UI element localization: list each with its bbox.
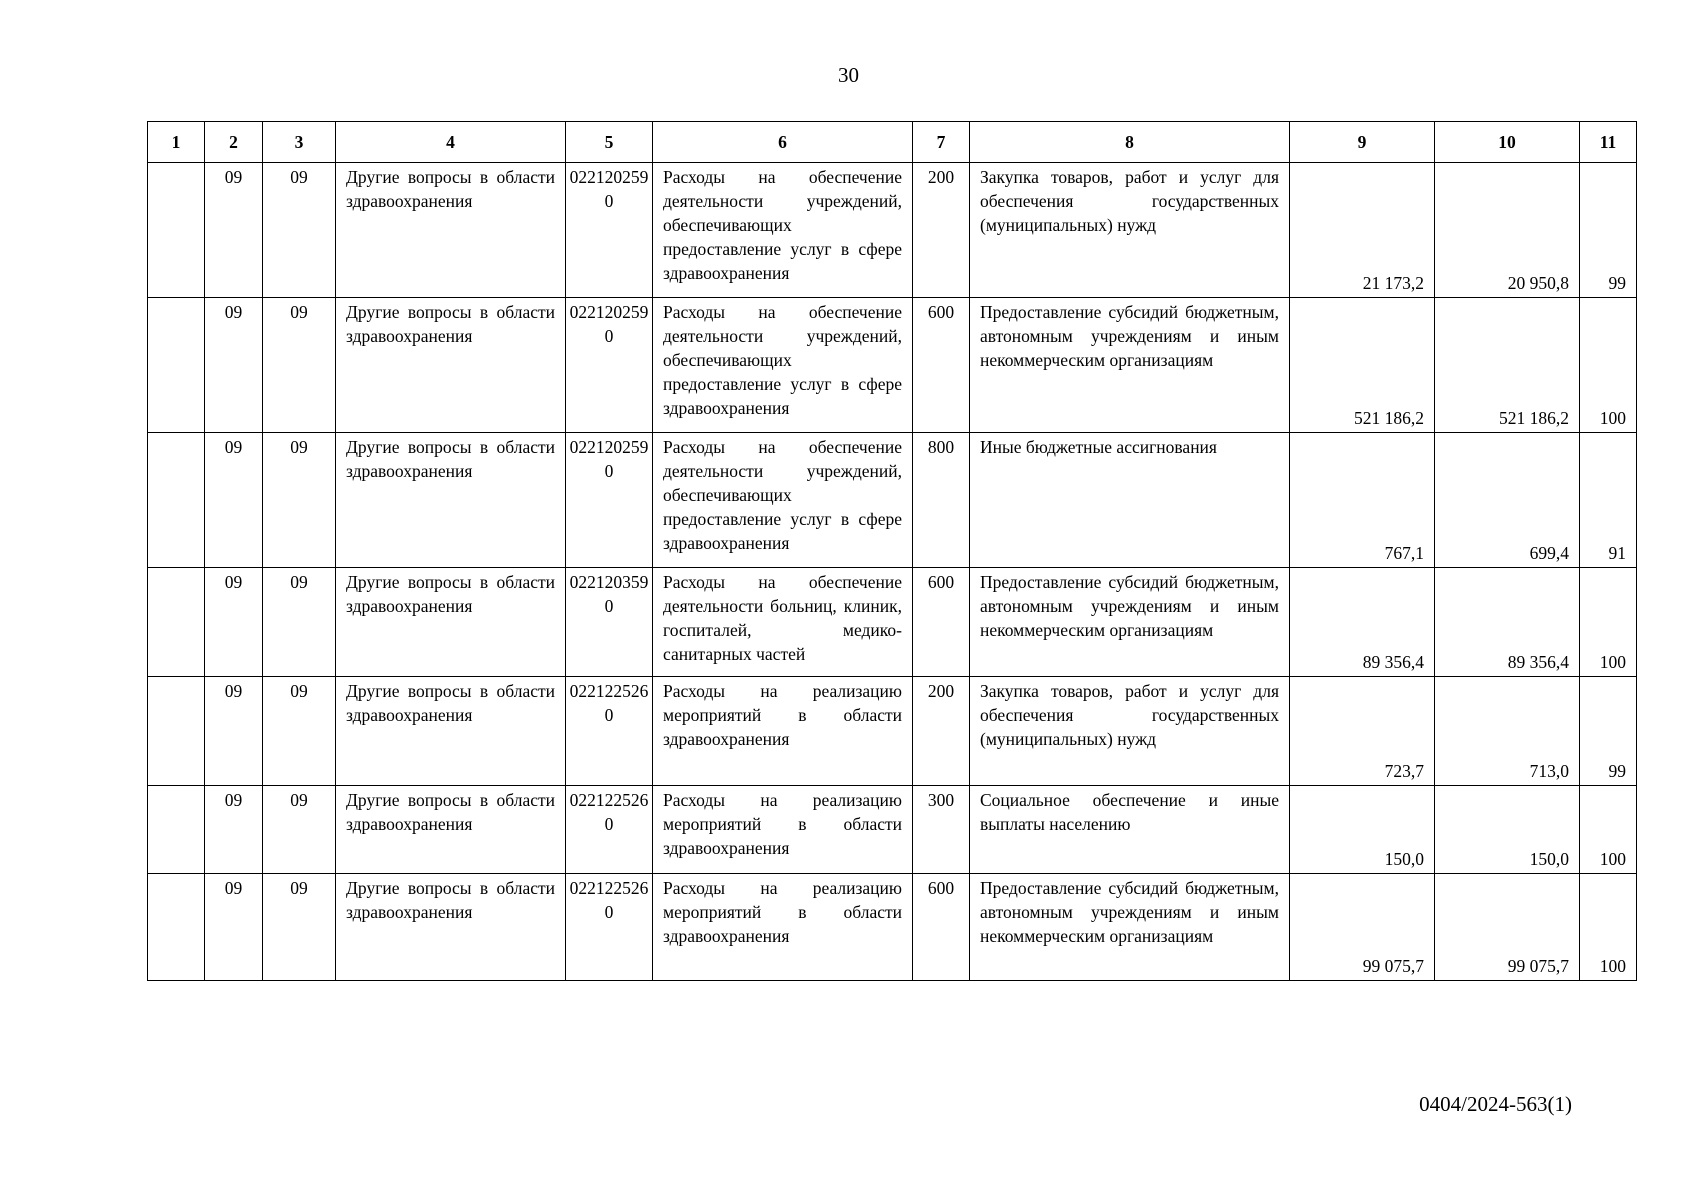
table-cell: 0221202590 [566, 163, 653, 298]
table-cell: Другие вопросы в области здравоохранения [336, 298, 566, 433]
table-cell: 100 [1580, 298, 1637, 433]
table-cell [148, 568, 205, 677]
table-cell: Закупка товаров, работ и услуг для обеспечения государственных (муниципальных) нужд [970, 163, 1290, 298]
table-cell: Предоставление субсидий бюджетным, автономным учреждениям и иным некоммерческим организациям [970, 874, 1290, 981]
table-cell [148, 786, 205, 874]
column-header: 5 [566, 122, 653, 163]
table-cell: 09 [263, 874, 336, 981]
table-row [148, 677, 1637, 786]
table-cell: 09 [205, 298, 263, 433]
document-id: 0404/2024-563(1) [1419, 1092, 1572, 1116]
column-header: 8 [970, 122, 1290, 163]
table-cell: 0221225260 [566, 677, 653, 786]
table-cell: 150,0 [1435, 786, 1580, 874]
table-cell: 100 [1580, 786, 1637, 874]
table-cell: Расходы на обеспечение деятельности учреждений, обеспечивающих предоставление услуг в сфере здравоохранения [653, 298, 913, 433]
table-cell: 200 [913, 677, 970, 786]
column-header: 3 [263, 122, 336, 163]
table-cell: 09 [205, 568, 263, 677]
table-cell: 600 [913, 568, 970, 677]
table-row [148, 163, 1637, 298]
table-cell: 21 173,2 [1290, 163, 1435, 298]
table-cell: Закупка товаров, работ и услуг для обеспечения государственных (муниципальных) нужд [970, 677, 1290, 786]
column-header: 9 [1290, 122, 1435, 163]
table-cell: Социальное обеспечение и иные выплаты населению [970, 786, 1290, 874]
table-cell: 600 [913, 298, 970, 433]
table-cell [148, 433, 205, 568]
column-header: 6 [653, 122, 913, 163]
table-cell: 521 186,2 [1435, 298, 1580, 433]
table-cell: Другие вопросы в области здравоохранения [336, 433, 566, 568]
table-cell: Предоставление субсидий бюджетным, автономным учреждениям и иным некоммерческим организациям [970, 568, 1290, 677]
table-cell: 800 [913, 433, 970, 568]
table-cell: Предоставление субсидий бюджетным, автономным учреждениям и иным некоммерческим организациям [970, 298, 1290, 433]
table-cell: Расходы на обеспечение деятельности больниц, клиник, госпиталей, медико-санитарных частей [653, 568, 913, 677]
table-cell: 0221203590 [566, 568, 653, 677]
table-row [148, 298, 1637, 433]
column-header: 4 [336, 122, 566, 163]
table-cell: Расходы на реализацию мероприятий в области здравоохранения [653, 874, 913, 981]
table-cell: 09 [205, 874, 263, 981]
table-cell: Другие вопросы в области здравоохранения [336, 163, 566, 298]
table-cell: 09 [263, 433, 336, 568]
table-cell: Иные бюджетные ассигнования [970, 433, 1290, 568]
column-header: 1 [148, 122, 205, 163]
table-cell: 521 186,2 [1290, 298, 1435, 433]
table-cell: 0221202590 [566, 433, 653, 568]
table-cell: 0221225260 [566, 786, 653, 874]
column-header: 10 [1435, 122, 1580, 163]
table-cell: 09 [263, 163, 336, 298]
table-cell: 100 [1580, 874, 1637, 981]
table-cell: 91 [1580, 433, 1637, 568]
table-cell: Расходы на реализацию мероприятий в области здравоохранения [653, 677, 913, 786]
column-header: 2 [205, 122, 263, 163]
table-cell: 09 [263, 298, 336, 433]
table-cell: 0221202590 [566, 298, 653, 433]
table-cell: Расходы на обеспечение деятельности учреждений, обеспечивающих предоставление услуг в сфере здравоохранения [653, 433, 913, 568]
table-row [148, 874, 1637, 981]
table-cell: 699,4 [1435, 433, 1580, 568]
table-cell [148, 677, 205, 786]
table-cell: Другие вопросы в области здравоохранения [336, 874, 566, 981]
table-cell: 09 [263, 786, 336, 874]
table-cell: Другие вопросы в области здравоохранения [336, 677, 566, 786]
table-cell: 99 075,7 [1435, 874, 1580, 981]
table-cell: 767,1 [1290, 433, 1435, 568]
table-cell: 09 [205, 786, 263, 874]
table-cell: 20 950,8 [1435, 163, 1580, 298]
table-cell: 150,0 [1290, 786, 1435, 874]
table-cell: 713,0 [1435, 677, 1580, 786]
table-row [148, 568, 1637, 677]
table-cell: Другие вопросы в области здравоохранения [336, 568, 566, 677]
column-header: 11 [1580, 122, 1637, 163]
table-cell: 99 [1580, 677, 1637, 786]
table-cell: 300 [913, 786, 970, 874]
budget-table [147, 121, 1637, 981]
table-cell: Расходы на обеспечение деятельности учреждений, обеспечивающих предоставление услуг в сфере здравоохранения [653, 163, 913, 298]
table-cell: 89 356,4 [1435, 568, 1580, 677]
table-cell: 99 [1580, 163, 1637, 298]
table-cell: Расходы на реализацию мероприятий в области здравоохранения [653, 786, 913, 874]
table-cell [148, 874, 205, 981]
table-cell: 600 [913, 874, 970, 981]
page-number: 30 [838, 63, 859, 87]
table-cell: 100 [1580, 568, 1637, 677]
table-cell: 99 075,7 [1290, 874, 1435, 981]
table-cell [148, 163, 205, 298]
table-cell: 09 [205, 163, 263, 298]
table-cell: 723,7 [1290, 677, 1435, 786]
header-row [148, 122, 1637, 163]
table-cell: 09 [205, 433, 263, 568]
table-row [148, 786, 1637, 874]
column-header: 7 [913, 122, 970, 163]
table-cell: 89 356,4 [1290, 568, 1435, 677]
table-cell: 09 [205, 677, 263, 786]
table-cell [148, 298, 205, 433]
table-cell: 200 [913, 163, 970, 298]
table-cell: 09 [263, 568, 336, 677]
table-cell: 09 [263, 677, 336, 786]
table-cell: Другие вопросы в области здравоохранения [336, 786, 566, 874]
table-row [148, 433, 1637, 568]
table-cell: 0221225260 [566, 874, 653, 981]
